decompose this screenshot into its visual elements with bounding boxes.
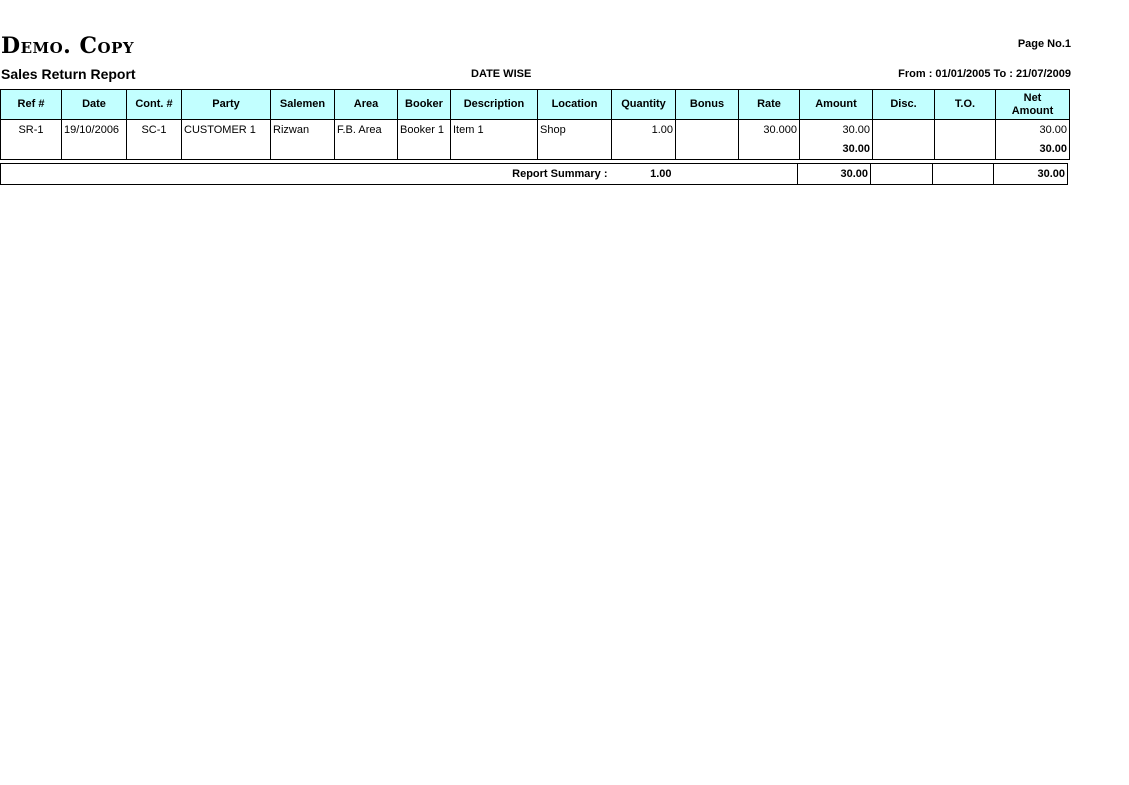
summary-amount: 30.00 <box>798 164 871 185</box>
table-header-row <box>1 90 1070 120</box>
table-row <box>1 120 1070 140</box>
cell-salesman: Rizwan <box>271 120 335 140</box>
report-mode: DATE WISE <box>471 68 532 80</box>
summary-quantity: 1.00 <box>610 164 674 185</box>
col-net-amount: Net Amount <box>996 90 1070 120</box>
cell-area: F.B. Area <box>335 120 398 140</box>
cell-to <box>935 120 996 140</box>
col-location: Location <box>538 90 612 120</box>
col-ref: Ref # <box>1 90 62 120</box>
cell-date: 19/10/2006 <box>62 120 127 140</box>
cell-disc <box>873 120 935 140</box>
summary-label: Report Summary : <box>1 164 610 185</box>
summary-net-amount: 30.00 <box>994 164 1068 185</box>
report-title: Sales Return Report <box>1 66 136 82</box>
col-rate: Rate <box>739 90 800 120</box>
col-amount: Amount <box>800 90 873 120</box>
cell-rate: 30.000 <box>739 120 800 140</box>
col-disc: Disc. <box>873 90 935 120</box>
sales-return-table <box>0 89 1070 160</box>
col-quantity: Quantity <box>612 90 676 120</box>
col-to: T.O. <box>935 90 996 120</box>
col-party: Party <box>182 90 271 120</box>
report-summary-table <box>0 163 1068 185</box>
cell-bonus <box>676 120 739 140</box>
col-description: Description <box>451 90 538 120</box>
report-summary-row <box>1 164 1068 185</box>
col-date: Date <box>62 90 127 120</box>
demo-copy-watermark: Demo. Copy <box>1 33 135 59</box>
cell-description: Item 1 <box>451 120 538 140</box>
cell-party: CUSTOMER 1 <box>182 120 271 140</box>
cell-amount: 30.00 <box>800 120 873 140</box>
page-number: Page No.1 <box>1017 38 1071 50</box>
cell-location: Shop <box>538 120 612 140</box>
col-area: Area <box>335 90 398 120</box>
col-booker: Booker <box>398 90 451 120</box>
cell-cont: SC-1 <box>127 120 182 140</box>
cell-quantity: 1.00 <box>612 120 676 140</box>
date-range: From : 01/01/2005 To : 21/07/2009 <box>898 68 1071 80</box>
cell-booker: Booker 1 <box>398 120 451 140</box>
subtotal-amount: 30.00 <box>800 139 873 160</box>
col-cont: Cont. # <box>127 90 182 120</box>
col-bonus: Bonus <box>676 90 739 120</box>
cell-net-amount: 30.00 <box>996 120 1070 140</box>
subtotal-row <box>1 139 1070 160</box>
subtotal-net-amount: 30.00 <box>996 139 1070 160</box>
col-salesman: Salemen <box>271 90 335 120</box>
cell-ref: SR-1 <box>1 120 62 140</box>
